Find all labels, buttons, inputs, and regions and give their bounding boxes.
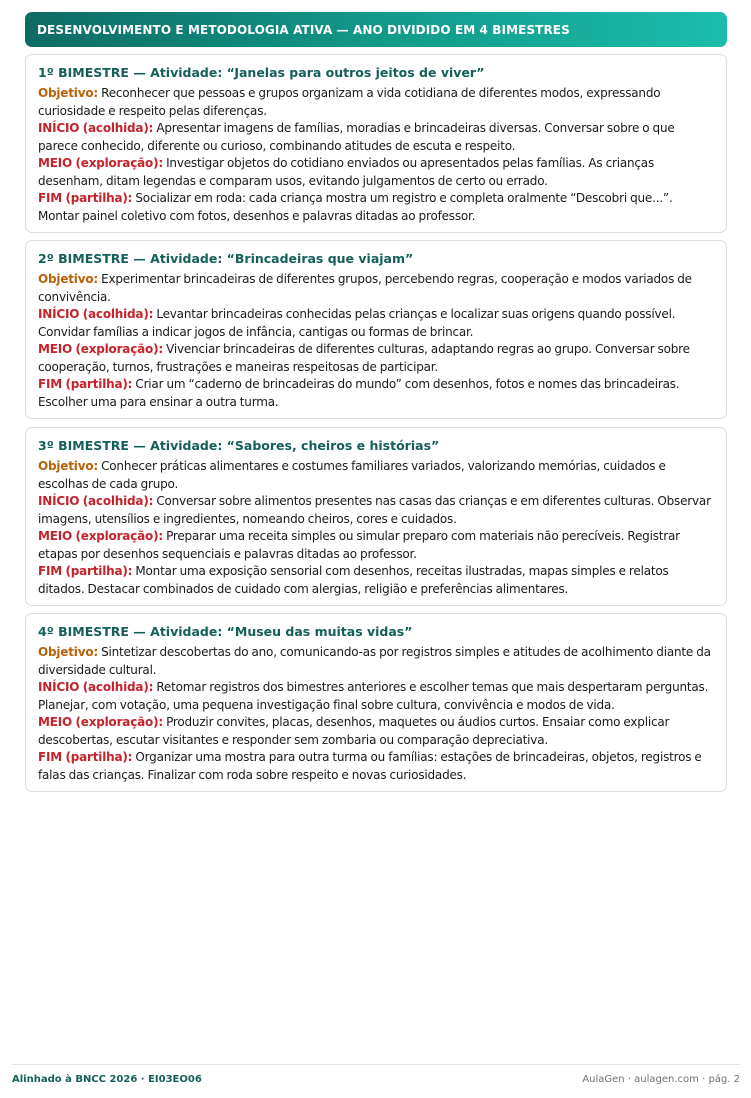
objective-text: Conhecer práticas alimentares e costumes familiares variados, valorizando memórias, cuidados e escolhas de cada grupo. (38, 459, 666, 491)
meio-line (38, 341, 715, 376)
objective-line (38, 458, 715, 493)
inicio-label: INÍCIO (acolhida): (38, 307, 154, 321)
fim-label: FIM (partilha): (38, 750, 133, 764)
meio-line (38, 714, 715, 749)
meio-text: Preparar uma receita simples ou simular preparo com materiais não perecíveis. Registrar etapas por desenhos sequenciais e palavras ditadas ao professor. (38, 529, 680, 561)
inicio-label: INÍCIO (acolhida): (38, 680, 154, 694)
fim-text: Criar um “caderno de brincadeiras do mundo” com desenhos, fotos e nomes das brincadeiras. Escolher uma para ensinar a outra turma. (38, 377, 680, 409)
inicio-line (38, 679, 715, 714)
meio-text: Investigar objetos do cotidiano enviados ou apresentados pelas famílias. As crianças desenham, ditam legendas e comparam usos, evitando julgamentos de certo ou errado. (38, 156, 654, 188)
meio-text: Produzir convites, placas, desenhos, maquetes ou áudios curtos. Ensaiar como explicar descobertas, escutar visitantes e responder sem zombaria ou comparação depreciativa. (38, 715, 670, 747)
bimester-card-1 (25, 54, 727, 233)
bimester-card-2 (25, 240, 727, 419)
objective-label: Objetivo: (38, 272, 98, 286)
objective-text: Reconhecer que pessoas e grupos organizam a vida cotidiana de diferentes modos, expressando curiosidade e respeito pelas diferenças. (38, 86, 661, 118)
meio-label: MEIO (exploração): (38, 715, 163, 729)
inicio-label: INÍCIO (acolhida): (38, 121, 154, 135)
fim-line (38, 749, 715, 784)
objective-line (38, 271, 715, 306)
inicio-text: Retomar registros dos bimestres anteriores e escolher temas que mais despertaram perguntas. Planejar, com votação, uma pequena investigação final sobre cultura, convivência e modos de vida. (38, 680, 709, 712)
inicio-line (38, 306, 715, 341)
inicio-text: Conversar sobre alimentos presentes nas casas das crianças e em diferentes culturas. Observar imagens, utensílios e ingredientes, nomeando cheiros, cores e cuidados. (38, 494, 711, 526)
bimester-title: 2º BIMESTRE — Atividade: “Brincadeiras que viajam” (38, 251, 414, 266)
objective-text: Sintetizar descobertas do ano, comunicando-as por registros simples e atitudes de acolhimento diante da diversidade cultural. (38, 645, 711, 677)
bimester-title: 4º BIMESTRE — Atividade: “Museu das muitas vidas” (38, 624, 413, 639)
fim-line (38, 563, 715, 598)
fim-text: Montar uma exposição sensorial com desenhos, receitas ilustradas, mapas simples e relatos ditados. Destacar combinados de cuidado com alergias, religião e preferências alimentares. (38, 564, 669, 596)
footer-bncc-alignment: Alinhado à BNCC 2026 · EI03EO06 (12, 1074, 202, 1085)
objective-line (38, 85, 715, 120)
bimester-title: 1º BIMESTRE — Atividade: “Janelas para outros jeitos de viver” (38, 65, 485, 80)
meio-label: MEIO (exploração): (38, 156, 163, 170)
inicio-line (38, 493, 715, 528)
objective-line (38, 644, 715, 679)
fim-label: FIM (partilha): (38, 377, 133, 391)
objective-label: Objetivo: (38, 459, 98, 473)
meio-line (38, 528, 715, 563)
fim-line (38, 190, 715, 225)
inicio-text: Apresentar imagens de famílias, moradias e brincadeiras diversas. Conversar sobre o que parece conhecido, diferente ou curioso, combinando atitudes de escuta e respeito. (38, 121, 675, 153)
meio-line (38, 155, 715, 190)
page-header-banner (25, 12, 727, 47)
fim-label: FIM (partilha): (38, 564, 133, 578)
inicio-label: INÍCIO (acolhida): (38, 494, 154, 508)
meio-text: Vivenciar brincadeiras de diferentes culturas, adaptando regras ao grupo. Conversar sobre cooperação, turnos, frustrações e maneiras respeitosas de participar. (38, 342, 690, 374)
objective-label: Objetivo: (38, 645, 98, 659)
page-header-title: DESENVOLVIMENTO E METODOLOGIA ATIVA — ANO DIVIDIDO EM 4 BIMESTRES (37, 22, 570, 37)
page-footer (12, 1064, 740, 1098)
inicio-text: Levantar brincadeiras conhecidas pelas crianças e localizar suas origens quando possível. Convidar famílias a indicar jogos de infância, cantigas ou formas de brincar. (38, 307, 676, 339)
bimester-title: 3º BIMESTRE — Atividade: “Sabores, cheiros e histórias” (38, 438, 440, 453)
fim-label: FIM (partilha): (38, 191, 133, 205)
meio-label: MEIO (exploração): (38, 529, 163, 543)
fim-line (38, 376, 715, 411)
meio-label: MEIO (exploração): (38, 342, 163, 356)
objective-text: Experimentar brincadeiras de diferentes grupos, percebendo regras, cooperação e modos variados de convivência. (38, 272, 692, 304)
objective-label: Objetivo: (38, 86, 98, 100)
inicio-line (38, 120, 715, 155)
fim-text: Organizar uma mostra para outra turma ou famílias: estações de brincadeiras, objetos, registros e falas das crianças. Finalizar com roda sobre respeito e novas curiosidades. (38, 750, 702, 782)
bimester-card-4 (25, 613, 727, 792)
footer-site-page: AulaGen · aulagen.com · pág. 2 (582, 1074, 740, 1085)
bimester-card-3 (25, 427, 727, 606)
fim-text: Socializar em roda: cada criança mostra um registro e completa oralmente “Descobri que...”. Montar painel coletivo com fotos, desenhos e palavras ditadas ao professor. (38, 191, 673, 223)
